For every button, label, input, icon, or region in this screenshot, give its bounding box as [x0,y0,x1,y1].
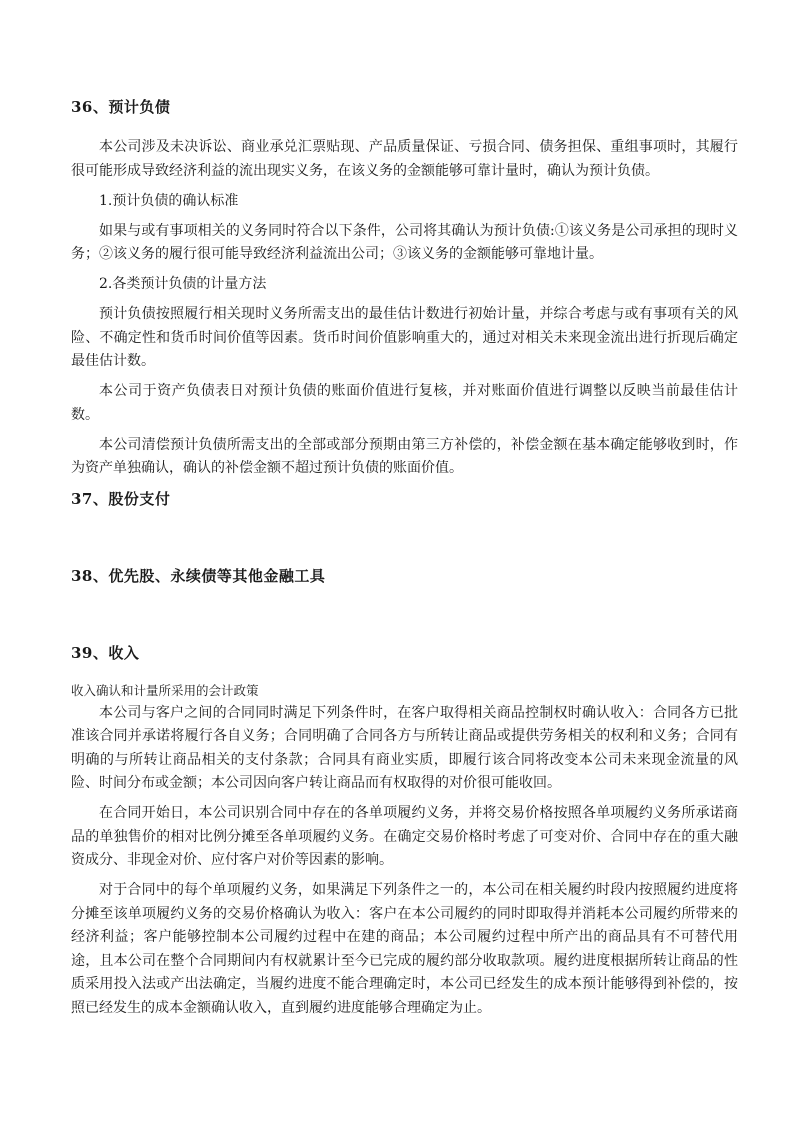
section-revenue [71,643,738,1021]
section-heading-39: 39、收入 [71,643,140,662]
paragraph: 本公司清偿预计负债所需支出的全部或部分预期由第三方补偿的，补偿金额在基本确定能够收到时，作为资产单独确认，确认的补偿金额不超过预计负债的账面价值。 [71,436,738,476]
paragraph: 预计负债按照履行相关现时义务所需支出的最佳估计数进行初始计量，并综合考虑与或有事项有关的风险、不确定性和货币时间价值等因素。货币时间价值影响重大的，通过对相关未来现金流出进行折现后确定最佳估计数。 [71,306,738,369]
section-estimated-liabilities [71,97,738,481]
section-heading-36: 36、预计负债 [71,98,171,116]
numbered-subitem: 1.预计负债的确认标准 [99,192,239,209]
paragraph: 在合同开始日，本公司识别合同中存在的各单项履约义务，并将交易价格按照各单项履约义务所承诺商品的单独售价的相对比例分摊至各单项履约义务。在确定交易价格时考虑了可变对价、合同中存在的重大融资成分、非现金对价、应付客户对价等因素的影响。 [71,805,738,868]
section-heading-37: 37、股份支付 [71,489,171,508]
section-gap [71,528,738,558]
section-preferred-shares-perpetual-bonds [71,566,738,635]
revenue-policy-subheading: 收入确认和计量所采用的会计政策 [71,682,259,698]
section-gap [71,605,738,635]
paragraph: 本公司于资产负债表日对预计负债的账面价值进行复核，并对账面价值进行调整以反映当前最佳估计数。 [71,383,738,423]
section-share-based-payment [71,489,738,558]
paragraph: 对于合同中的每个单项履约义务，如果满足下列条件之一的，本公司在相关履约时段内按照履约进度将分摊至该单项履约义务的交易价格确认为收入：客户在本公司履约的同时即取得并消耗本公司履约所带来的经济利益；客户能够控制本公司履约过程中在建的商品；本公司履约过程中所产出的商品具有不可替代用途，且本公司在整个合同期间内有权就累计至今已完成的履约部分收取款项。履约进度根据所转让商品的性质采用投入法或产出法确定，当履约进度不能合理确定时，本公司已经发生的成本预计能够得到补偿的，按照已经发生的成本金额确认收入，直到履约进度能够合理确定为止。 [71,882,738,1016]
paragraph: 本公司涉及未决诉讼、商业承兑汇票贴现、产品质量保证、亏损合同、债务担保、重组事项时，其履行很可能形成导致经济利益的流出现实义务，在该义务的金额能够可靠计量时，确认为预计负债。 [71,139,738,179]
section-heading-38: 38、优先股、永续债等其他金融工具 [71,566,326,585]
numbered-subitem: 2.各类预计负债的计量方法 [99,276,267,292]
paragraph: 如果与或有事项相关的义务同时符合以下条件，公司将其确认为预计负债:①该义务是公司承担的现时义务；②该义务的履行很可能导致经济利益流出公司；③该义务的金额能够可靠地计量。 [71,222,738,262]
paragraph: 本公司与客户之间的合同同时满足下列条件时，在客户取得相关商品控制权时确认收入：合同各方已批准该合同并承诺将履行各自义务；合同明确了合同各方与所转让商品或提供劳务相关的权利和义务；合同有明确的与所转让商品相关的支付条款；合同具有商业实质，即履行该合同将改变本公司未来现金流量的风险、时间分布或金额；本公司因向客户转让商品而有权取得的对价很可能收回。 [71,704,738,791]
